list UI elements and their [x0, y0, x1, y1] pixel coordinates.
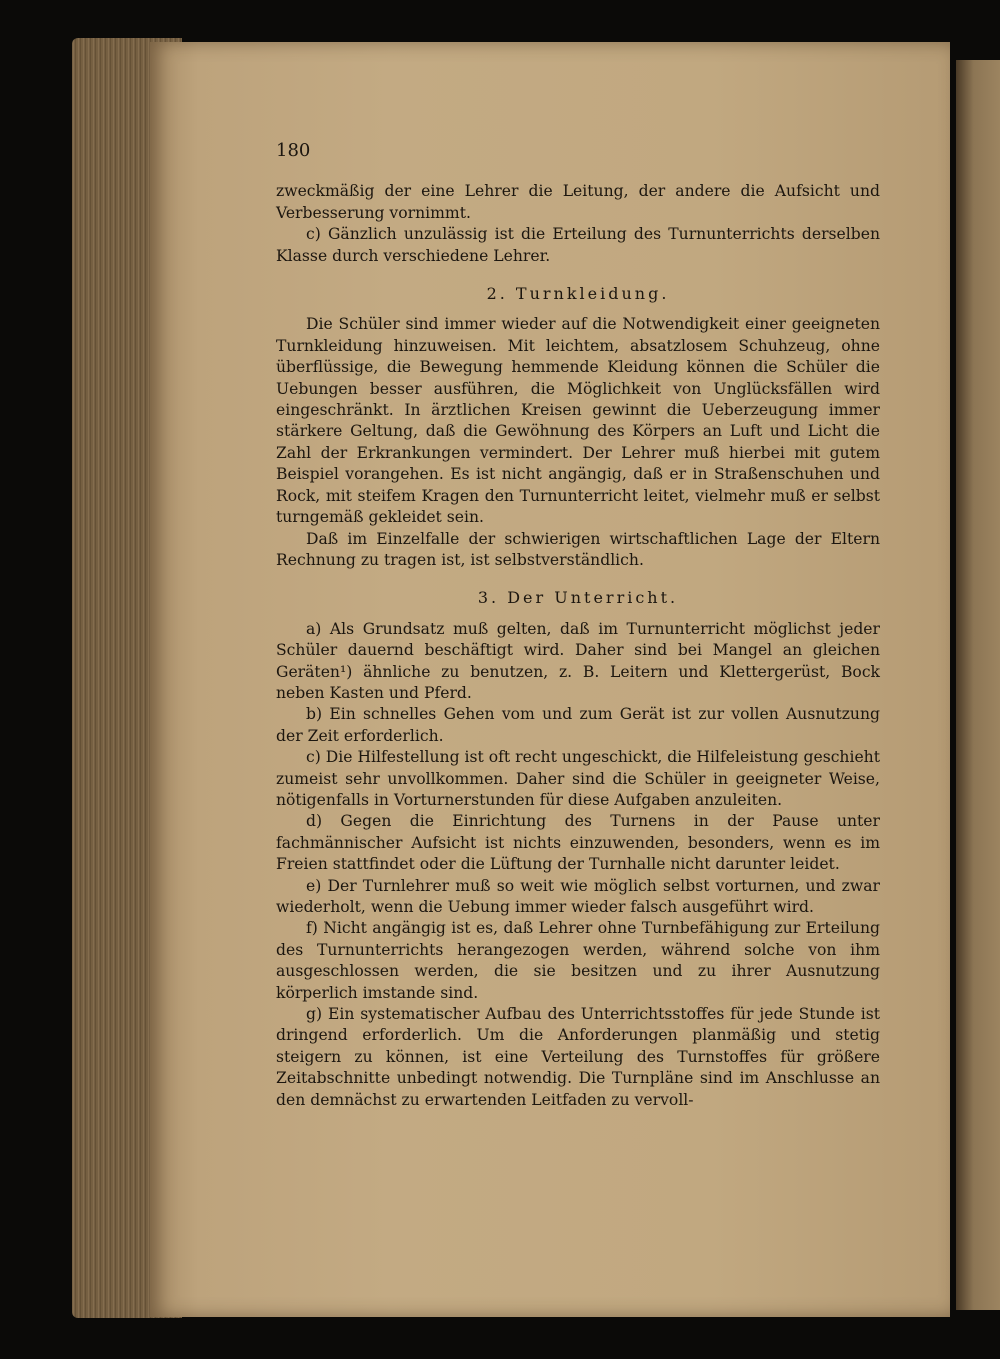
list-paragraph-f: f) Nicht angängig ist es, daß Lehrer ohne Turnbefähigung zur Erteilung des Turnunterrichts herangezogen werden, während solche von ihm ausgeschlossen werden, die sie besitzen und zu ihrer Ausnutzung körperlich imstande sind. [276, 919, 880, 1002]
page-text [276, 140, 880, 1111]
list-paragraph-e: e) Der Turnlehrer muß so weit wie möglich selbst vorturnen, und zwar wiederholt, wenn die Uebung immer wieder falsch ausgeführt wird. [276, 876, 880, 916]
list-paragraph-b: b) Ein schnelles Gehen vom und zum Gerät ist zur vollen Ausnutzung der Zeit erforderlich. [276, 705, 880, 745]
list-paragraph-c: c) Die Hilfestellung ist oft recht ungeschickt, die Hilfeleistung geschieht zumeist sehr unvollkommen. Daher sind die Schüler in geeigneter Weise, nötigenfalls in Vorturnerstunden für diese Aufgaben anzuleiten. [276, 748, 880, 809]
list-paragraph-a: a) Als Grundsatz muß gelten, daß im Turnunterricht möglichst jeder Schüler dauernd beschäftigt wird. Daher sind bei Mangel an gleichen Geräten¹) ähnliche zu benutzen, z. B. Leitern und Klettergerüst, Bock neben Kasten und Pferd. [276, 619, 880, 702]
section-heading-turnkleidung: 2. Turnkleidung. [486, 284, 670, 304]
page-number: 180 [276, 140, 311, 161]
list-paragraph-d: d) Gegen die Einrichtung des Turnens in der Pause unter fachmännischer Aufsicht ist nichts einzuwenden, besonders, wenn es im Freien stattfindet oder die Lüftung der Turnhalle nicht darunter leidet. [276, 812, 880, 874]
section-heading-unterricht: 3. Der Unterricht. [477, 588, 679, 608]
body-paragraph: Die Schüler sind immer wieder auf die Notwendigkeit einer geeigneten Turnkleidung hinzuweisen. Mit leichtem, absatzlosem Schuhzeug, ohne überflüssige, die Bewegung hemmende Kleidung können die Schüler die Uebungen besser ausführen, die Möglichkeit von Unglücksfällen wird eingeschränkt. In ärztlichen Kreisen gewinnt die Ueberzeugung immer stärkere Geltung, daß die Gewöhnung des Körpers an Luft und Licht die Zahl der Erkrankungen vermindert. Der Lehrer muß hierbei mit gutem Beispiel vorangehen. Es ist nicht angängig, daß er in Straßenschuhen und Rock, mit steifem Kragen den Turnunterricht leitet, vielmehr muß er selbst turngemäß gekleidet sein. [276, 315, 880, 527]
facing-page-edge [956, 60, 1000, 1310]
intro-paragraph: zweckmäßig der eine Lehrer die Leitung, der andere die Aufsicht und Verbesserung vornimmt. [276, 182, 880, 222]
intro-paragraph: c) Gänzlich unzulässig ist die Erteilung des Turnunterrichts derselben Klasse durch verschiedene Lehrer. [276, 225, 880, 265]
body-paragraph: Daß im Einzelfalle der schwierigen wirtschaftlichen Lage der Eltern Rechnung zu tragen ist, ist selbstverständlich. [276, 529, 880, 569]
list-paragraph-g: g) Ein systematischer Aufbau des Unterrichtsstoffes für jede Stunde ist dringend erforderlich. Um die Anforderungen planmäßig und stetig steigern zu können, ist eine Verteilung des Turnstoffes für größere Zeitabschnitte unbedingt notwendig. Die Turnpläne sind im Anschlusse an den demnächst zu erwartenden Leitfaden zu vervoll- [276, 1005, 880, 1109]
